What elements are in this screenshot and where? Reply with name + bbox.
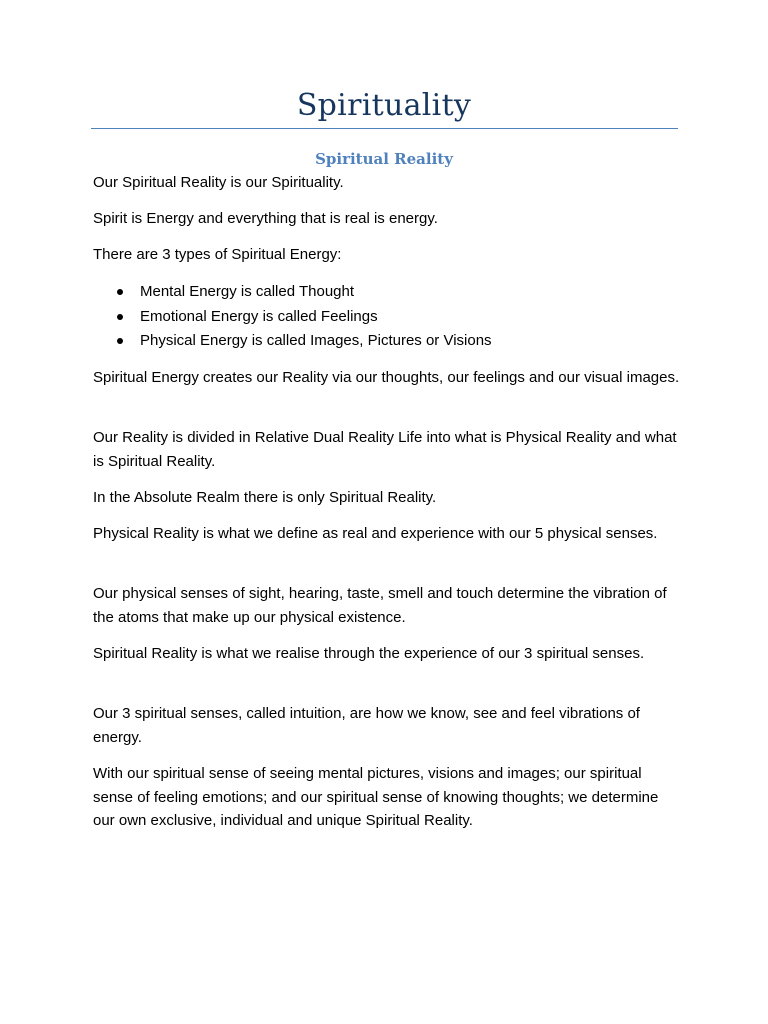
list-item-text: Mental Energy is called Thought (140, 283, 355, 300)
document-title: Spirituality (296, 88, 472, 123)
bullet-icon (117, 338, 123, 344)
list-item (93, 329, 683, 354)
title-underline-rule (91, 128, 678, 129)
list-item-text: Physical Energy is called Images, Pictures or Visions (140, 332, 492, 349)
list-item (93, 280, 683, 305)
bullet-icon (117, 314, 123, 320)
paragraph: There are 3 types of Spiritual Energy: (93, 246, 342, 263)
paragraph: Spiritual Energy creates our Reality via our thoughts, our feelings and our visual images. (93, 369, 680, 386)
section-heading: Spiritual Reality (315, 150, 453, 168)
paragraph: Our Spiritual Reality is our Spirituality. (93, 174, 344, 191)
paragraph: Our Reality is divided in Relative Dual Reality Life into what is Physical Reality and what is Spiritual Reality. (93, 429, 677, 470)
paragraph: With our spiritual sense of seeing mental pictures, visions and images; our spiritual sense of feeling emotions; and our spiritual sense of knowing thoughts; we determine our own exclusive, individual and unique Spiritual Reality. (93, 765, 659, 829)
paragraph: Spirit is Energy and everything that is real is energy. (93, 210, 438, 227)
paragraph: Physical Reality is what we define as real and experience with our 5 physical senses. (93, 525, 658, 542)
paragraph: In the Absolute Realm there is only Spiritual Reality. (93, 489, 437, 506)
paragraph: Our physical senses of sight, hearing, taste, smell and touch determine the vibration of the atoms that make up our physical existence. (93, 585, 667, 626)
bullet-list (93, 280, 683, 354)
list-item-text: Emotional Energy is called Feelings (140, 307, 378, 325)
paragraph: Our 3 spiritual senses, called intuition, are how we know, see and feel vibrations of energy. (93, 705, 640, 746)
list-item (93, 305, 683, 330)
bullet-icon (117, 289, 123, 295)
paragraph: Spiritual Reality is what we realise through the experience of our 3 spiritual senses. (93, 645, 645, 662)
